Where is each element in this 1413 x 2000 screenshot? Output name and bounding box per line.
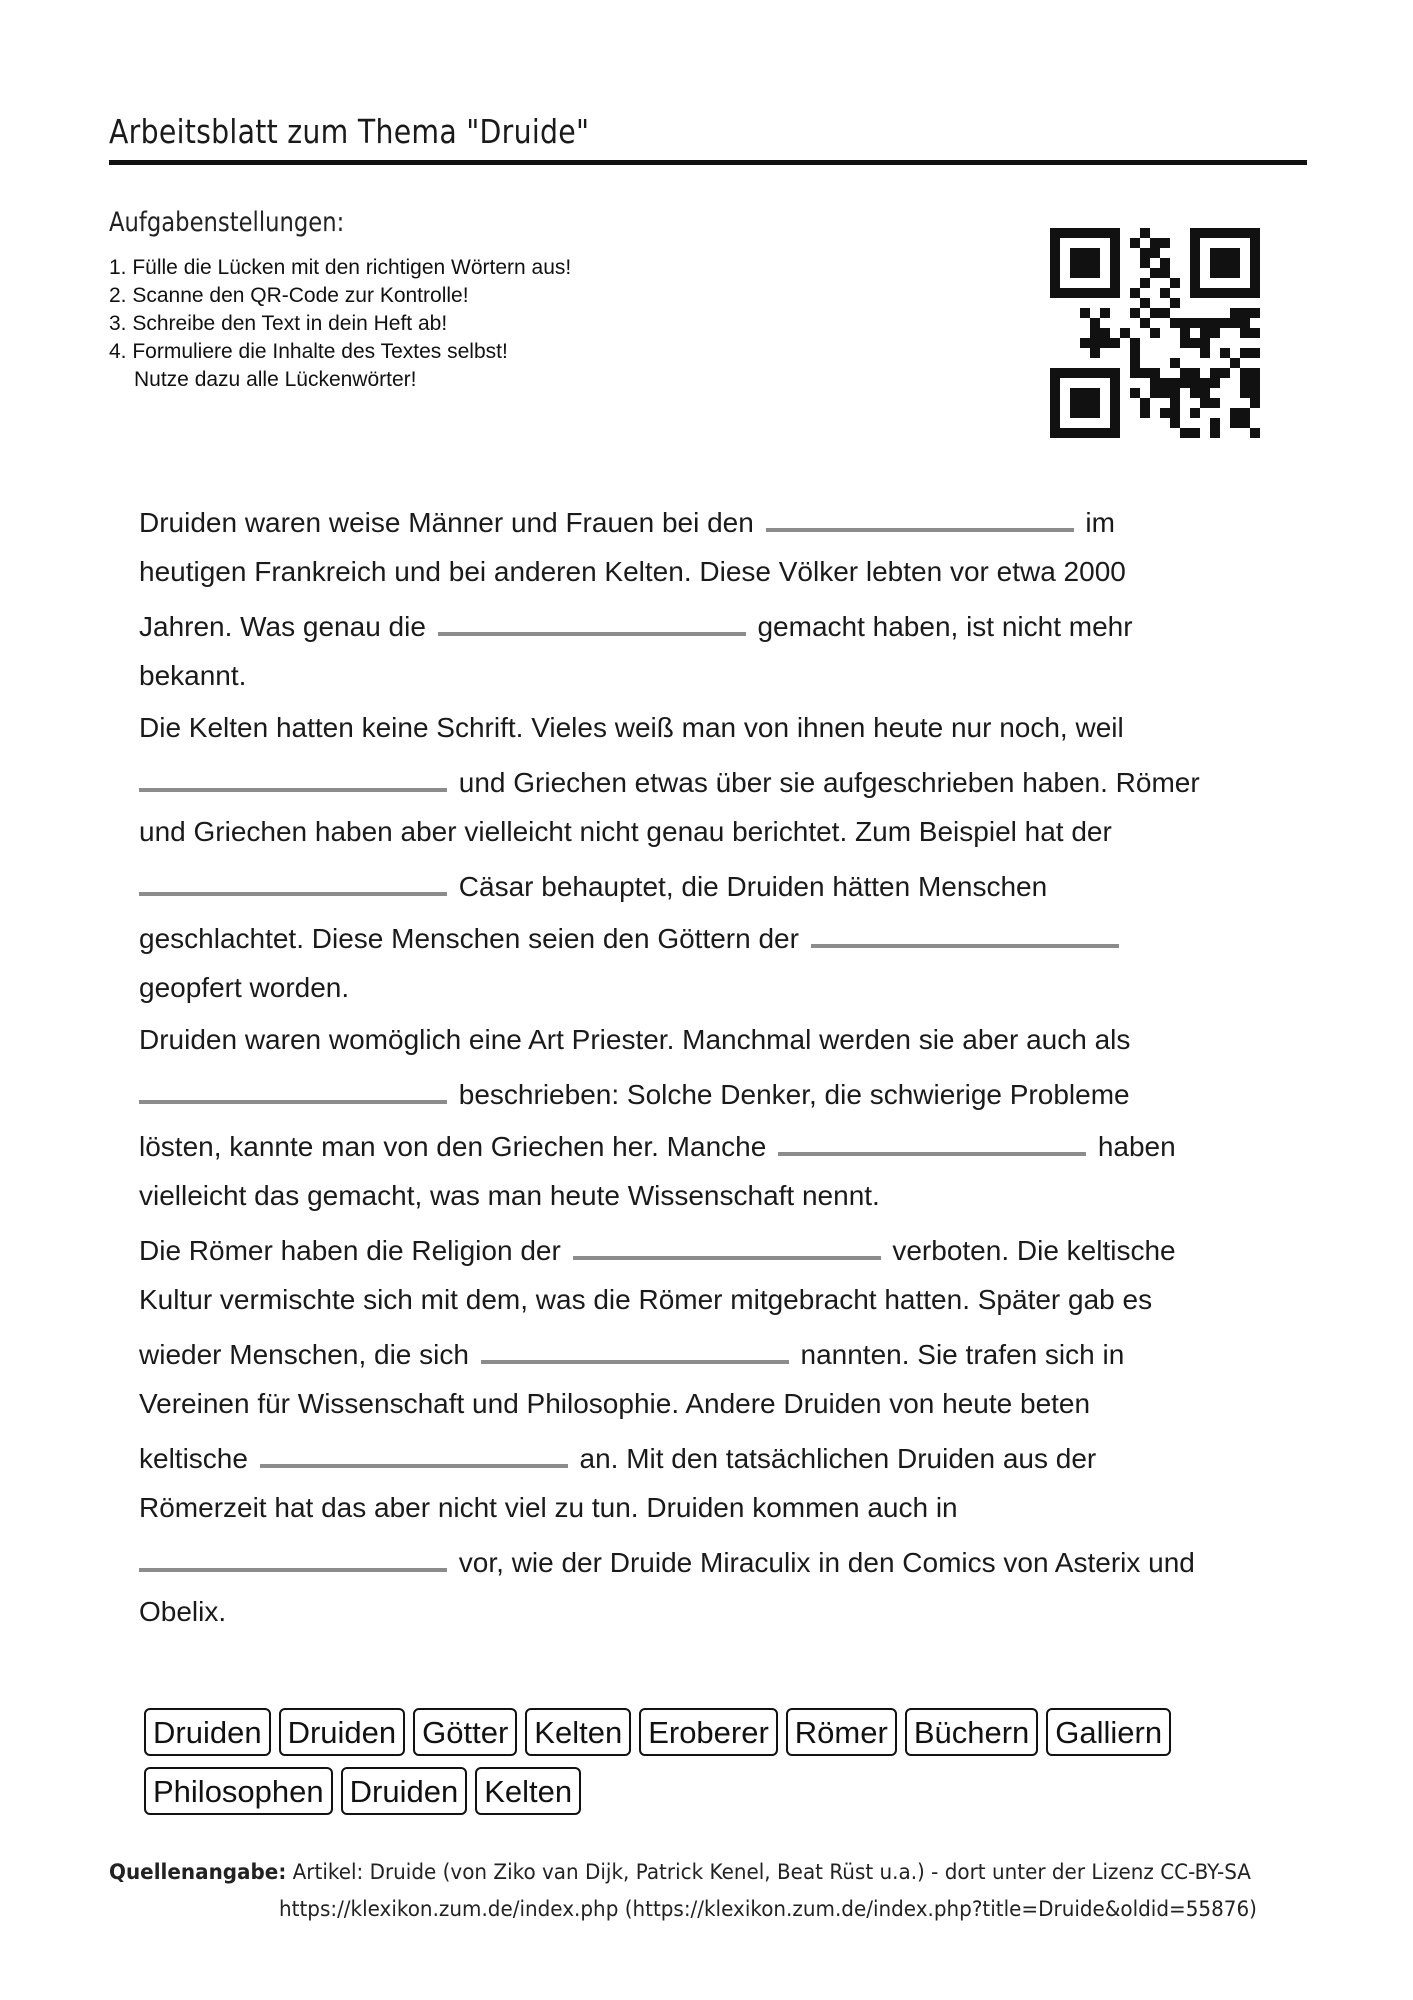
blank-field[interactable] (139, 864, 447, 896)
qr-code-icon[interactable] (1050, 228, 1260, 438)
word-bank-row (144, 1708, 1304, 1756)
text-segment: geopfert worden. (139, 972, 350, 1003)
text-segment: wieder Menschen, die sich (139, 1339, 469, 1370)
text-line (139, 552, 1126, 592)
blank-field[interactable] (778, 1124, 1086, 1156)
word-chip[interactable]: Druiden (279, 1708, 406, 1756)
blank-field[interactable] (811, 916, 1119, 948)
text-segment: bekannt. (139, 660, 247, 691)
task-item: 3. Schreibe den Text in dein Heft ab! (109, 312, 448, 335)
text-segment: gemacht haben, ist nicht mehr (757, 611, 1133, 642)
text-segment: heutigen Frankreich und bei anderen Kelten. Diese Völker lebten vor etwa 2000 (139, 556, 1126, 587)
task-item: 4. Formuliere die Inhalte des Textes selbst! (109, 340, 508, 363)
text-line (139, 1176, 880, 1216)
text-line (139, 604, 1133, 644)
text-segment: Kultur vermischte sich mit dem, was die Römer mitgebracht hatten. Später gab es (139, 1284, 1153, 1315)
word-bank-row (144, 1767, 1304, 1815)
blank-field[interactable] (573, 1228, 881, 1260)
text-segment: Druiden waren womöglich eine Art Priester. Manchmal werden sie aber auch als (139, 1024, 1131, 1055)
word-chip[interactable]: Büchern (905, 1708, 1038, 1756)
tasks-heading: Aufgabenstellungen: (109, 207, 345, 238)
word-bank (144, 1708, 1304, 1826)
word-chip[interactable]: Philosophen (144, 1767, 333, 1815)
word-chip[interactable]: Kelten (475, 1767, 581, 1815)
task-item: 1. Fülle die Lücken mit den richtigen Wörtern aus! (109, 256, 572, 279)
text-segment: vor, wie der Druide Miraculix in den Comics von Asterix und (458, 1547, 1195, 1578)
text-segment: haben (1097, 1131, 1176, 1162)
text-segment: beschrieben: Solche Denker, die schwierige Probleme (458, 1079, 1130, 1110)
task-list (109, 254, 571, 394)
task-item: Nutze dazu alle Lückenwörter! (134, 368, 417, 391)
text-segment: an. Mit den tatsächlichen Druiden aus der (579, 1443, 1097, 1474)
text-segment: und Griechen haben aber vielleicht nicht genau berichtet. Zum Beispiel hat der (139, 816, 1112, 847)
text-line (139, 1124, 1176, 1164)
text-segment: verboten. Die keltische (892, 1235, 1176, 1266)
word-chip[interactable]: Galliern (1046, 1708, 1171, 1756)
text-segment: Römerzeit hat das aber nicht viel zu tun. Druiden kommen auch in (139, 1492, 958, 1523)
text-line (139, 1592, 226, 1632)
text-line (139, 1072, 1130, 1112)
text-line (139, 1540, 1195, 1580)
text-line (139, 812, 1112, 852)
text-segment: Cäsar behauptet, die Druiden hätten Menschen (458, 871, 1048, 902)
text-segment: geschlachtet. Diese Menschen seien den Göttern der (139, 923, 799, 954)
text-segment: Die Römer haben die Religion der (139, 1235, 561, 1266)
text-line (139, 656, 246, 696)
word-chip[interactable]: Kelten (525, 1708, 631, 1756)
text-line (139, 1280, 1152, 1320)
text-segment: Vereinen für Wissenschaft und Philosophie. Andere Druiden von heute beten (139, 1388, 1091, 1419)
text-segment: Obelix. (139, 1596, 227, 1627)
blank-field[interactable] (766, 500, 1074, 532)
source-attribution (109, 1860, 1251, 1884)
word-chip[interactable]: Römer (786, 1708, 897, 1756)
text-line (139, 1332, 1124, 1372)
text-segment: Die Kelten hatten keine Schrift. Vieles weiß man von ihnen heute nur noch, weil (139, 712, 1124, 743)
text-segment: und Griechen etwas über sie aufgeschrieben haben. Römer (458, 767, 1200, 798)
text-segment: im (1085, 507, 1115, 538)
blank-field[interactable] (260, 1436, 568, 1468)
text-segment: keltische (139, 1443, 248, 1474)
text-line (139, 708, 1124, 748)
text-line (139, 1488, 958, 1528)
text-segment: vielleicht das gemacht, was man heute Wissenschaft nennt. (139, 1180, 880, 1211)
text-line (139, 864, 1047, 904)
text-line (139, 760, 1200, 800)
text-line (139, 1384, 1090, 1424)
text-line (139, 968, 349, 1008)
word-chip[interactable]: Druiden (144, 1708, 271, 1756)
text-line (139, 1228, 1176, 1268)
word-chip[interactable]: Druiden (341, 1767, 468, 1815)
page-title: Arbeitsblatt zum Thema "Druide" (109, 112, 590, 151)
word-chip[interactable]: Götter (413, 1708, 517, 1756)
blank-field[interactable] (139, 760, 447, 792)
text-line (139, 1020, 1130, 1060)
text-line (139, 1436, 1096, 1476)
text-segment: nannten. Sie trafen sich in (800, 1339, 1125, 1370)
source-text: Artikel: Druide (von Ziko van Dijk, Patrick Kenel, Beat Rüst u.a.) - dort unter der Lizenz CC-BY-SA (286, 1860, 1251, 1884)
word-chip[interactable]: Eroberer (639, 1708, 778, 1756)
text-line (139, 500, 1115, 540)
text-segment: lösten, kannte man von den Griechen her. Manche (139, 1131, 767, 1162)
text-segment: Druiden waren weise Männer und Frauen bei den (139, 507, 754, 538)
task-item: 2. Scanne den QR-Code zur Kontrolle! (109, 284, 469, 307)
blank-field[interactable] (438, 604, 746, 636)
source-label: Quellenangabe: (109, 1860, 287, 1884)
blank-field[interactable] (139, 1540, 447, 1572)
text-segment: Jahren. Was genau die (139, 611, 426, 642)
title-divider (109, 160, 1307, 165)
text-line (139, 916, 1123, 956)
blank-field[interactable] (481, 1332, 789, 1364)
blank-field[interactable] (139, 1072, 447, 1104)
source-url[interactable]: https://klexikon.zum.de/index.php (https://klexikon.zum.de/index.php?title=Druide&oldid=55876) (279, 1897, 1257, 1921)
